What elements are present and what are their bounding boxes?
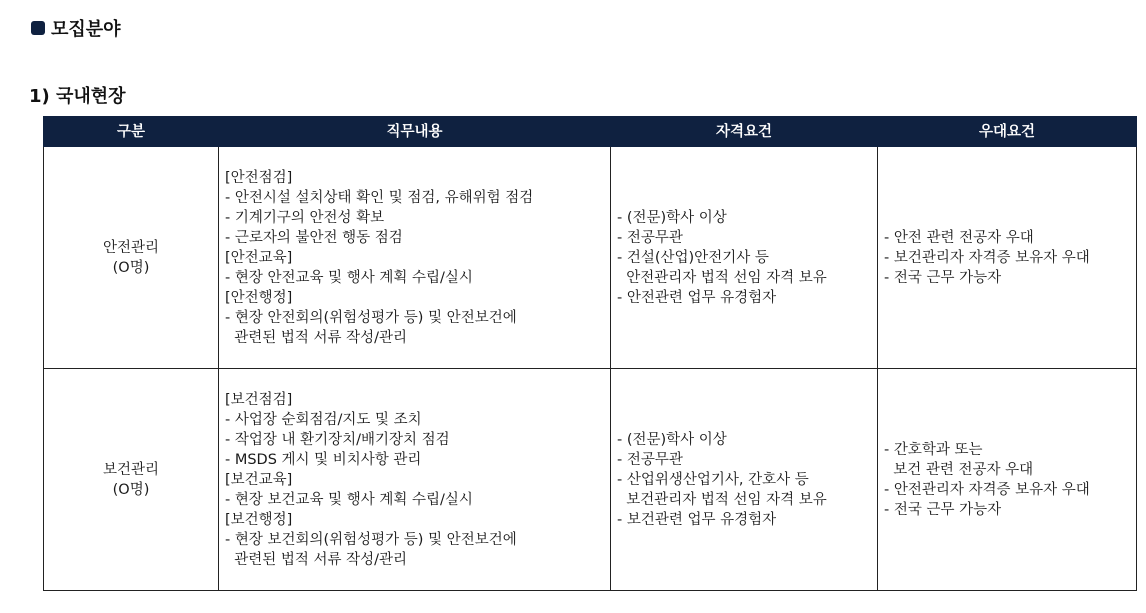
preference-line: - 보건관리자 자격증 보유자 우대: [884, 249, 1090, 266]
category-count: (O명): [112, 481, 150, 498]
preference-line: - 안전 관련 전공자 우대: [884, 229, 1034, 246]
header-duties: 직무내용: [219, 117, 611, 147]
qualification-line: - 산업위생산업기사, 간호사 등: [617, 471, 809, 488]
qualification-line: - 전공무관: [617, 229, 683, 246]
preference-line: - 간호학과 또는: [884, 441, 983, 458]
duty-line: [보건행정]: [225, 511, 293, 528]
header-preferences: 우대요건: [878, 117, 1137, 147]
duty-line: - 현장 안전교육 및 행사 계획 수립/실시: [225, 269, 473, 286]
duty-line: [보건교육]: [225, 471, 293, 488]
preference-line: - 안전관리자 자격증 보유자 우대: [884, 481, 1090, 498]
header-category: 구분: [44, 117, 219, 147]
qualification-line: 보건관리자 법적 선임 자격 보유: [617, 491, 827, 508]
preference-line: 보건 관련 전공자 우대: [884, 461, 1034, 478]
duty-line: - MSDS 게시 및 비치사항 관리: [225, 451, 422, 468]
duty-line: - 현장 보건교육 및 행사 계획 수립/실시: [225, 491, 473, 508]
qualification-line: - 안전관련 업무 유경험자: [617, 289, 777, 306]
category-name: 안전관리: [102, 239, 160, 256]
duty-line: 관련된 법적 서류 작성/관리: [225, 329, 408, 346]
recruitment-table: [43, 116, 1137, 591]
duty-line: [안전점검]: [225, 169, 293, 186]
duty-line: - 안전시설 설치상태 확인 및 점검, 유해위험 점검: [225, 189, 534, 206]
duty-line: - 사업장 순회점검/지도 및 조치: [225, 411, 422, 428]
duty-line: [안전행정]: [225, 289, 293, 306]
table-header-row: [44, 117, 1137, 147]
square-bullet-icon: [31, 21, 45, 35]
sub-title: 1) 국내현장: [29, 86, 126, 107]
qualification-line: - 보건관련 업무 유경험자: [617, 511, 777, 528]
duty-line: - 현장 보건회의(위험성평가 등) 및 안전보건에: [225, 531, 517, 548]
duty-line: 관련된 법적 서류 작성/관리: [225, 551, 408, 568]
section-title-text: 모집분야: [51, 19, 121, 40]
duty-line: [안전교육]: [225, 249, 293, 266]
category-count: (O명): [112, 259, 150, 276]
qualifications-cell: [611, 147, 878, 369]
duties-cell: [219, 147, 611, 369]
qualification-line: - 전공무관: [617, 451, 683, 468]
table-row: [44, 369, 1137, 591]
table-row: [44, 147, 1137, 369]
duty-line: - 근로자의 불안전 행동 점검: [225, 229, 403, 246]
category-cell: [44, 147, 219, 369]
duty-line: - 기계기구의 안전성 확보: [225, 209, 385, 226]
duties-cell: [219, 369, 611, 591]
preferences-cell: [878, 369, 1137, 591]
preference-line: - 전국 근무 가능자: [884, 501, 1002, 518]
duty-line: - 작업장 내 환기장치/배기장치 점검: [225, 431, 450, 448]
qualification-line: 안전관리자 법적 선임 자격 보유: [617, 269, 827, 286]
duty-line: - 현장 안전회의(위험성평가 등) 및 안전보건에: [225, 309, 517, 326]
qualification-line: - 건설(산업)안전기사 등: [617, 249, 769, 266]
preferences-cell: [878, 147, 1137, 369]
qualification-line: - (전문)학사 이상: [617, 209, 727, 226]
duty-line: [보건점검]: [225, 391, 293, 408]
section-title: [31, 15, 121, 41]
category-cell: [44, 369, 219, 591]
qualifications-cell: [611, 369, 878, 591]
header-qualifications: 자격요건: [611, 117, 878, 147]
qualification-line: - (전문)학사 이상: [617, 431, 727, 448]
category-name: 보건관리: [102, 461, 160, 478]
preference-line: - 전국 근무 가능자: [884, 269, 1002, 286]
